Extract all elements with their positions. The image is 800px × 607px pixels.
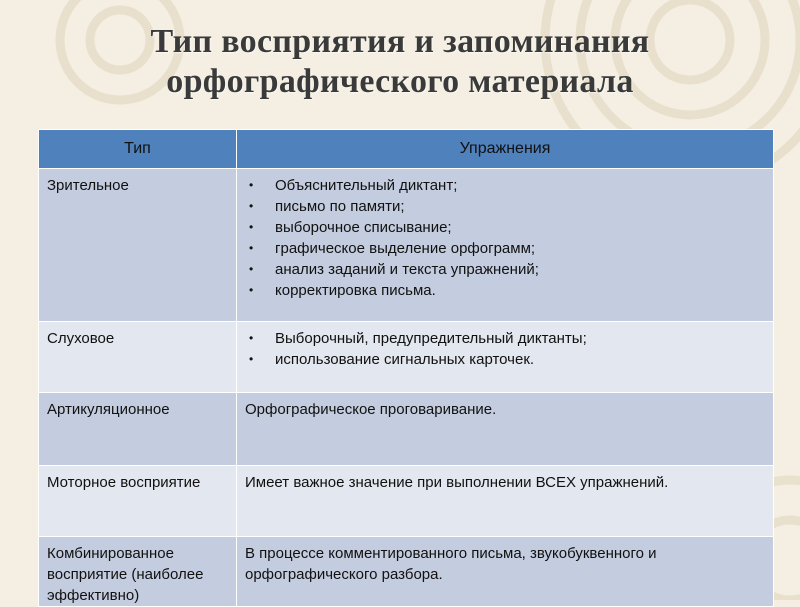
type-cell: Моторное восприятие: [39, 466, 237, 537]
list-item: • письмо по памяти;: [245, 196, 765, 217]
table-row: [39, 169, 774, 322]
exercises-cell: Имеет важное значение при выполнении ВСЕХ упражнений.: [237, 466, 774, 537]
type-cell: Комбинированное восприятие (наиболее эффективно): [39, 537, 237, 607]
exercises-cell: [237, 322, 774, 393]
exercises-cell: [237, 169, 774, 322]
exercise-list: [245, 175, 765, 301]
slide-title: [0, 22, 800, 102]
slide-title-line-2: орфографического материала: [166, 63, 634, 100]
exercise-list: [245, 328, 765, 370]
table-header-row: [39, 130, 774, 169]
list-item: • Объяснительный диктант;: [245, 175, 765, 196]
list-item: • выборочное списывание;: [245, 217, 765, 238]
type-cell: Слуховое: [39, 322, 237, 393]
column-header-type: Тип: [39, 130, 237, 169]
list-item: • использование сигнальных карточек.: [245, 349, 765, 370]
list-item: • анализ заданий и текста упражнений;: [245, 259, 765, 280]
table-row: [39, 537, 774, 607]
list-item: • Выборочный, предупредительный диктанты;: [245, 328, 765, 349]
exercises-cell: Орфографическое проговаривание.: [237, 393, 774, 466]
table-row: [39, 322, 774, 393]
type-cell: Артикуляционное: [39, 393, 237, 466]
slide-title-line-1: Тип восприятия и запоминания: [150, 23, 650, 60]
table-row: [39, 393, 774, 466]
table-row: [39, 466, 774, 537]
list-item: • корректировка письма.: [245, 280, 765, 301]
list-item: • графическое выделение орфограмм;: [245, 238, 765, 259]
column-header-exercises: Упражнения: [237, 130, 774, 169]
type-cell: Зрительное: [39, 169, 237, 322]
exercises-cell: В процессе комментированного письма, звукобуквенного и орфографического разбора.: [237, 537, 774, 607]
perception-types-table: [38, 129, 774, 607]
